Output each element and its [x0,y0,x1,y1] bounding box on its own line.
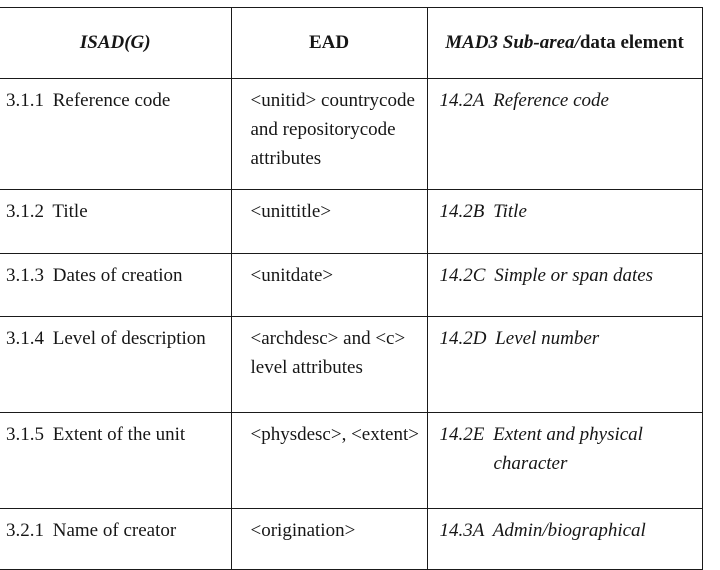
isad-cell [0,509,231,570]
mad3-code: 14.2D [439,328,487,349]
crosswalk-table-wrapper [0,7,702,570]
mad3-label: Level number [495,328,600,349]
header-ead [231,8,427,79]
isad-label: Level of description [52,328,206,349]
table-row [0,79,702,190]
table-row [0,413,702,509]
isad-cell [0,79,231,190]
header-mad3 [427,8,702,79]
ead-line: <unitid> countrycode [250,90,415,111]
header-ead-label: EAD [308,32,350,53]
isad-label: Extent of the unit [52,424,186,445]
isad-number: 3.1.4 [6,328,44,349]
mad3-code: 14.2E [439,424,485,445]
table-row [0,317,702,413]
table-row [0,190,702,254]
ead-line: level attributes [250,357,363,378]
isad-number: 3.2.1 [6,520,44,541]
table-header-row [0,8,702,79]
mad3-code: 14.2A [439,90,485,111]
isad-cell [0,190,231,254]
mad3-label: Admin/biographical [492,520,646,541]
isad-number: 3.1.2 [6,201,44,222]
ead-cell [231,509,427,570]
mad3-cell [427,254,702,317]
isad-label: Dates of creation [52,265,183,286]
isad-label: Reference code [52,90,171,111]
ead-cell [231,79,427,190]
isad-number: 3.1.3 [6,265,44,286]
header-isad [0,8,231,79]
mad3-cell [427,509,702,570]
header-isad-label: ISAD(G) [79,32,151,53]
header-mad3-italic: MAD3 Sub-area/ [445,32,580,53]
mad3-label: Title [493,201,527,222]
isad-cell [0,317,231,413]
mad3-label: Extent and physical [493,424,643,445]
isad-label: Name of creator [52,520,177,541]
ead-cell [231,317,427,413]
ead-line: <origination> [250,520,356,541]
mad3-code: 14.2B [439,201,485,222]
isad-number: 3.1.5 [6,424,44,445]
isad-cell [0,413,231,509]
mad3-cell [427,413,702,509]
ead-line: <unittitle> [250,201,332,222]
ead-line: <archdesc> and <c> [250,328,406,349]
mad3-label-continuation: character [493,453,568,474]
ead-line: attributes [250,148,322,169]
mad3-cell [427,79,702,190]
isad-label: Title [52,201,88,222]
ead-line: and repositorycode [250,119,396,140]
ead-cell [231,254,427,317]
ead-cell [231,190,427,254]
table-row [0,254,702,317]
header-mad3-plain: data element [579,32,684,53]
isad-number: 3.1.1 [6,90,44,111]
mad3-code: 14.2C [439,265,486,286]
mad3-label: Simple or span dates [494,265,654,286]
crosswalk-table [0,7,703,570]
ead-line: <unitdate> [250,265,334,286]
mad3-cell [427,190,702,254]
header-mad3-label [428,31,702,55]
mad3-label: Reference code [493,90,609,111]
ead-cell [231,413,427,509]
ead-line: <physdesc>, <extent> [250,424,419,445]
isad-cell [0,254,231,317]
mad3-cell [427,317,702,413]
mad3-code: 14.3A [439,520,485,541]
table-row [0,509,702,570]
